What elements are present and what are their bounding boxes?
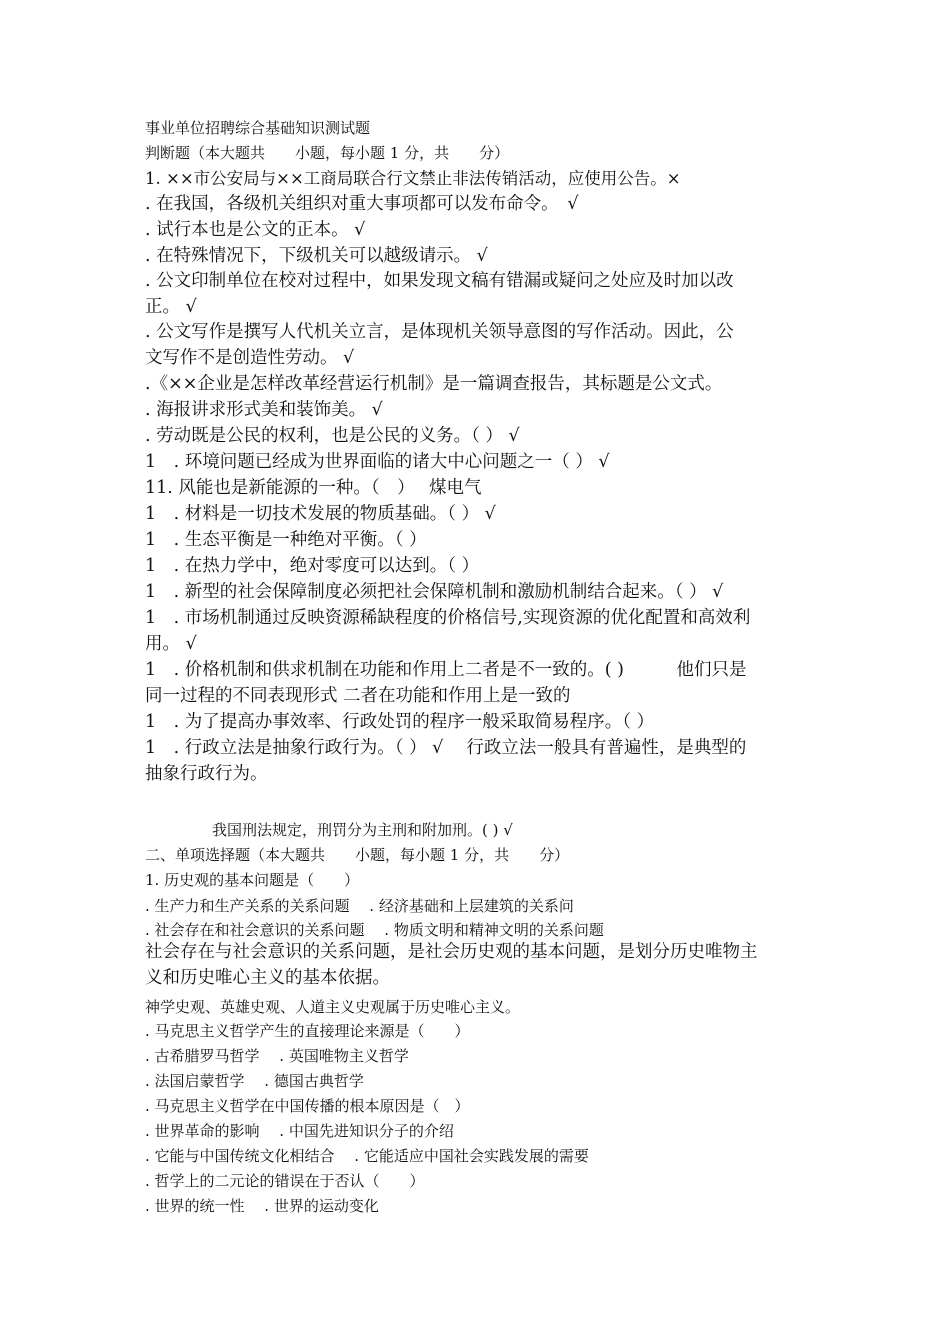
document-title: 事业单位招聘综合基础知识测试题: [145, 119, 371, 137]
judgment-line: . 试行本也是公文的正本。 √: [145, 220, 366, 240]
choice-line: . 世界的统一性 . 世界的运动变化: [145, 1197, 379, 1215]
judgment-line: 1 . 生态平衡是一种绝对平衡。（ ）: [145, 530, 427, 550]
judgment-line: 1 . 环境问题已经成为世界面临的诸大中心问题之一（ ） √: [145, 452, 610, 472]
explanation-line: 社会存在与社会意识的关系问题，是社会历史观的基本问题，是划分历史唯物主: [145, 942, 758, 962]
judgment-line: 1 . 行政立法是抽象行政行为。（ ） √ 行政立法一般具有普遍性，是典型的: [145, 738, 747, 758]
question-options: . 社会存在和社会意识的关系问题 . 物质文明和精神文明的关系问题: [145, 921, 604, 939]
judgment-line: 1 . 新型的社会保障制度必须把社会保障机制和激励机制结合起来。（ ） √: [145, 582, 724, 602]
criminal-law-line: 我国刑法规定，刑罚分为主刑和附加刑。( ) √: [212, 821, 513, 839]
choice-line: . 马克思主义哲学在中国传播的根本原因是（ ）: [145, 1097, 470, 1115]
judgment-line: 用。 √: [145, 634, 197, 654]
judgment-line: 1 . 在热力学中，绝对零度可以达到。（ ）: [145, 556, 480, 576]
judgment-line: 正。 √: [145, 297, 197, 317]
choice-line: . 古希腊罗马哲学 . 英国唯物主义哲学: [145, 1047, 409, 1065]
judgment-line: 同一过程的不同表现形式 二者在功能和作用上是一致的: [145, 686, 571, 706]
choice-line: . 马克思主义哲学产生的直接理论来源是（ ）: [145, 1022, 470, 1040]
judgment-line: 1 . 为了提高办事效率、行政处罚的程序一般采取简易程序。（ ）: [145, 712, 655, 732]
judgment-line: 11. 风能也是新能源的一种。（ ） 煤电气: [145, 478, 482, 498]
explanation-line: 义和历史唯心主义的基本依据。: [145, 968, 390, 988]
judgment-line: . 在特殊情况下，下级机关可以越级请示。 √: [145, 246, 488, 266]
section-header-judgment: 判断题（本大题共 小题，每小题 1 分，共 分）: [145, 144, 510, 162]
judgment-line: . 海报讲求形式美和装饰美。 √: [145, 400, 383, 420]
choice-line: . 世界革命的影响 . 中国先进知识分子的介绍: [145, 1122, 454, 1140]
judgment-line: . 劳动既是公民的权利，也是公民的义务。（ ） √: [145, 426, 520, 446]
section-header-choice: 二、单项选择题（本大题共 小题，每小题 1 分，共 分）: [145, 846, 570, 864]
judgment-line: 1 . 价格机制和供求机制在功能和作用上二者是不一致的。( ) 他们只是: [145, 660, 747, 680]
judgment-line: .《××企业是怎样改革经营运行机制》是一篇调查报告，其标题是公文式。: [145, 374, 723, 394]
choice-line: . 哲学上的二元论的错误在于否认（ ）: [145, 1172, 425, 1190]
judgment-line: . 在我国，各级机关组织对重大事项都可以发布命令。 √: [145, 194, 579, 214]
judgment-line: . 公文写作是撰写人代机关立言，是体现机关领导意图的写作活动。因此，公: [145, 322, 734, 342]
judgment-line: 1 . 材料是一切技术发展的物质基础。（ ） √: [145, 504, 496, 524]
question-stem: 1. 历史观的基本问题是（ ）: [145, 871, 360, 889]
choice-line: . 法国启蒙哲学 . 德国古典哲学: [145, 1072, 364, 1090]
judgment-line: 文写作不是创造性劳动。 √: [145, 348, 355, 368]
judgment-line: 1. ××市公安局与××工商局联合行文禁止非法传销活动，应使用公告。×: [145, 169, 681, 188]
judgment-line: 抽象行政行为。: [145, 764, 268, 784]
judgment-line: . 公文印制单位在校对过程中，如果发现文稿有错漏或疑问之处应及时加以改: [145, 271, 734, 291]
judgment-line: 1 . 市场机制通过反映资源稀缺程度的价格信号,实现资源的优化配置和高效利: [145, 608, 751, 628]
question-options: . 生产力和生产关系的关系问题 . 经济基础和上层建筑的关系问: [145, 897, 574, 915]
note-line: 神学史观、英雄史观、人道主义史观属于历史唯心主义。: [145, 998, 521, 1016]
choice-line: . 它能与中国传统文化相结合 . 它能适应中国社会实践发展的需要: [145, 1147, 589, 1165]
